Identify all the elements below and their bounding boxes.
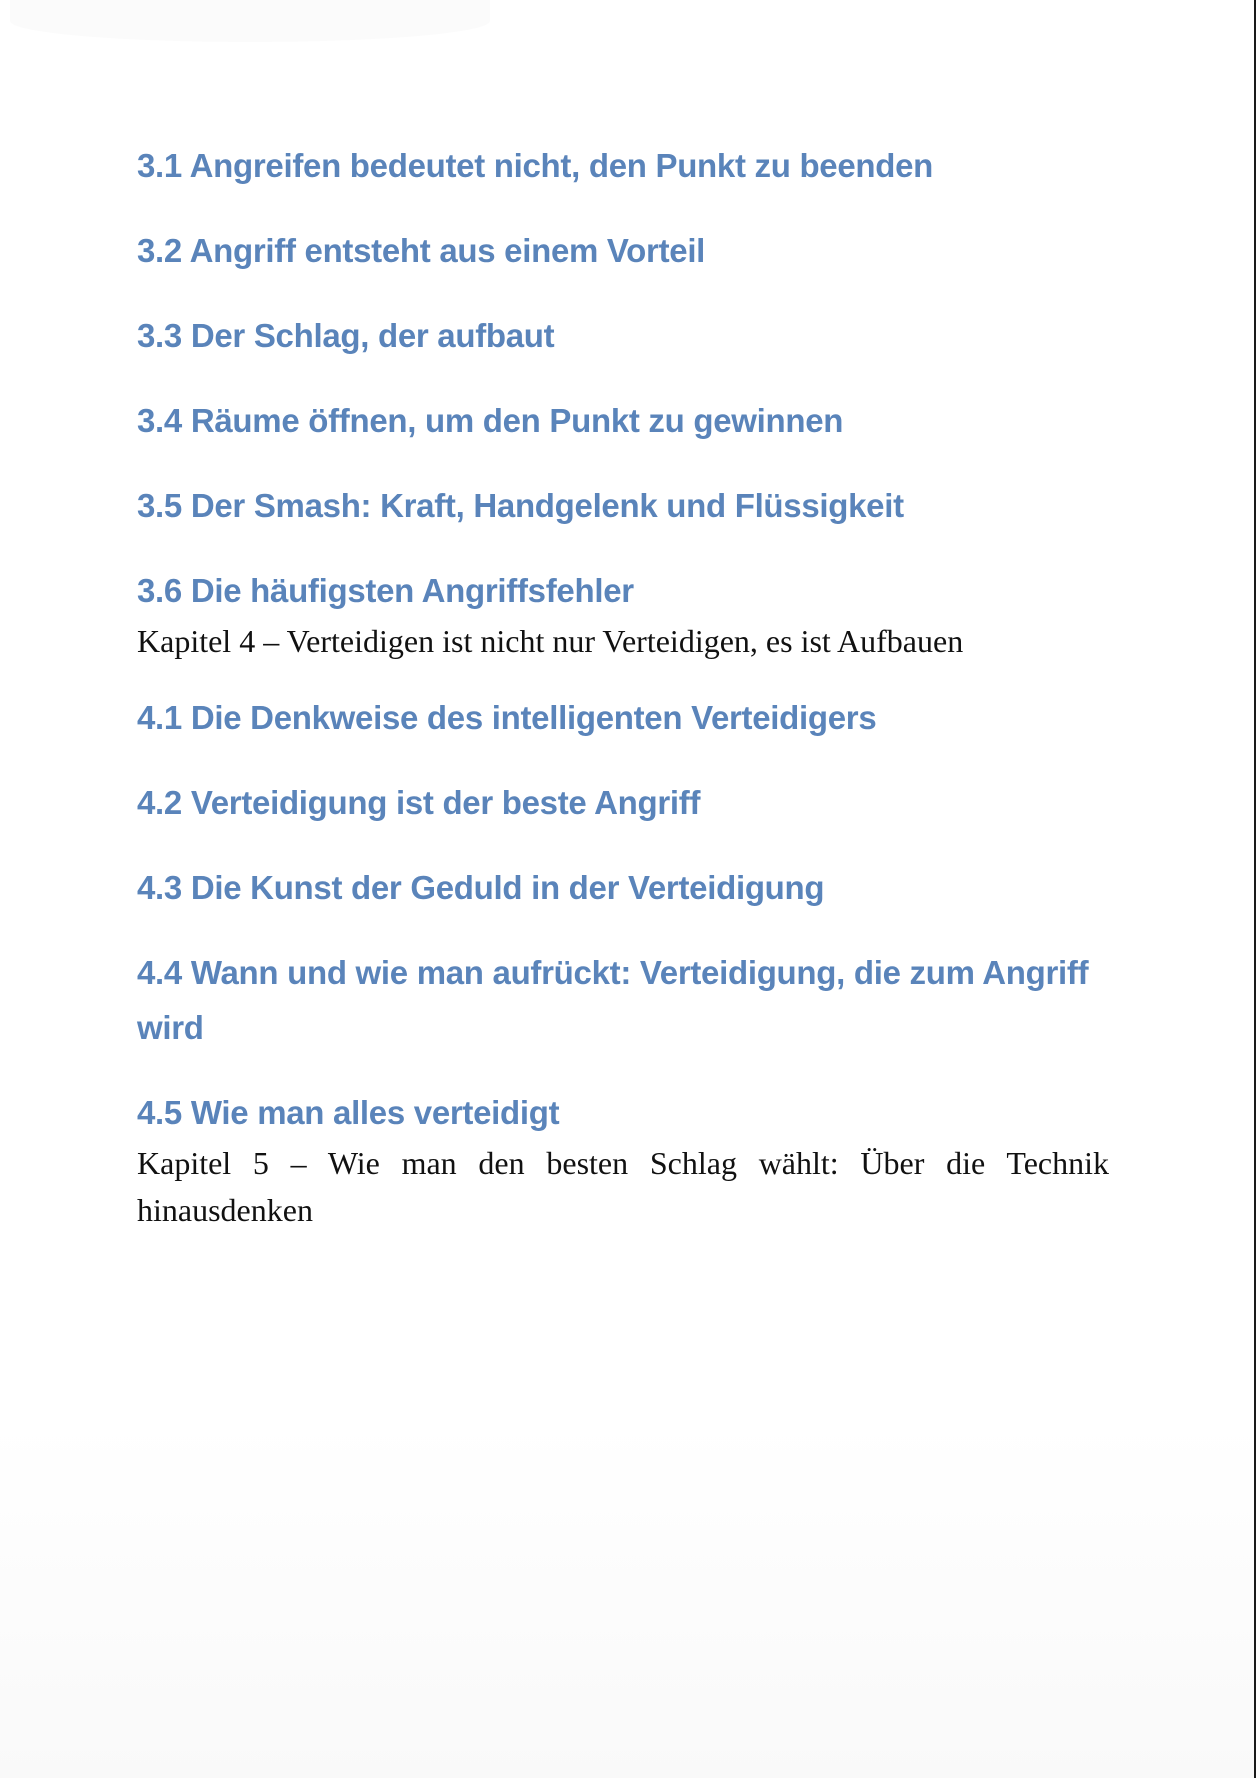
heading-3-2: 3.2 Angriff entsteht aus einem Vorteil xyxy=(137,232,706,269)
heading-3-1: 3.1 Angreifen bedeutet nicht, den Punkt zu beenden xyxy=(137,147,934,184)
page-edge-line xyxy=(1254,0,1256,1778)
page-shadow xyxy=(10,0,490,42)
heading-4-5: 4.5 Wie man alles verteidigt xyxy=(137,1094,560,1131)
heading-4-4: 4.4 Wann und wie man aufrückt: Verteidigung, die zum Angriff wird xyxy=(137,954,1089,1046)
heading-4-1: 4.1 Die Denkweise des intelligenten Verteidigers xyxy=(137,699,877,736)
heading-3-5: 3.5 Der Smash: Kraft, Handgelenk und Flüssigkeit xyxy=(137,487,904,524)
heading-3-3: 3.3 Der Schlag, der aufbaut xyxy=(137,317,555,354)
heading-3-6: 3.6 Die häufigsten Angriffsfehler xyxy=(137,572,634,609)
chapter-5-title: Kapitel 5 – Wie man den besten Schlag wählt: Über die Technik hinausdenken xyxy=(137,1145,1109,1228)
chapter-4-title: Kapitel 4 – Verteidigen ist nicht nur Verteidigen, es ist Aufbauen xyxy=(137,623,964,659)
heading-4-2: 4.2 Verteidigung ist der beste Angriff xyxy=(137,784,701,821)
heading-3-4: 3.4 Räume öffnen, um den Punkt zu gewinnen xyxy=(137,402,844,439)
toc-content xyxy=(137,138,1109,1259)
heading-4-3: 4.3 Die Kunst der Geduld in der Verteidigung xyxy=(137,869,825,906)
